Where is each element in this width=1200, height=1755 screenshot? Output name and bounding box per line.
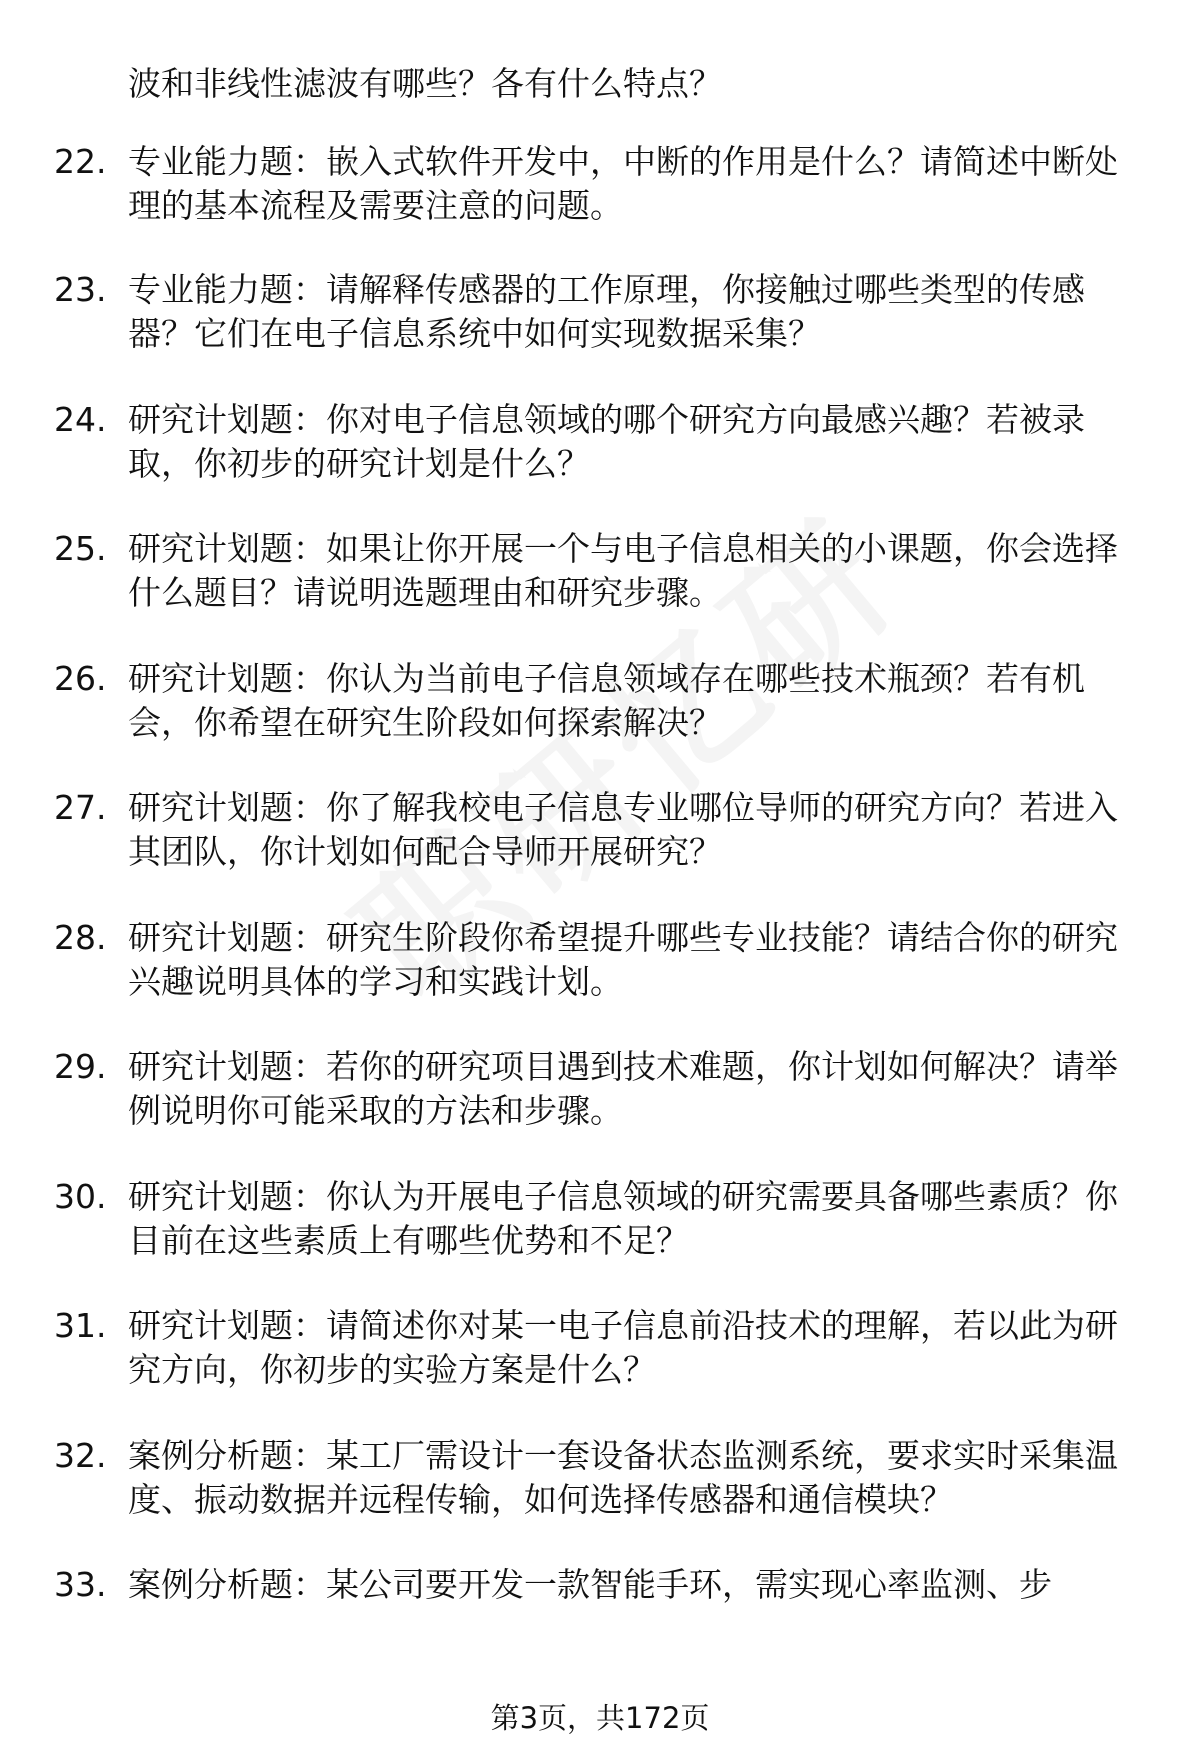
question-text: 研究计划题：你认为开展电子信息领域的研究需要具备哪些素质？你目前在这些素质上有哪些优势和不足？: [128, 1177, 1118, 1260]
question-text: 研究计划题：你了解我校电子信息专业哪位导师的研究方向？若进入其团队，你计划如何配合导师开展研究？: [128, 788, 1118, 871]
question-number: 22.: [54, 142, 107, 181]
question-number: 23.: [54, 270, 107, 309]
question-text: 研究计划题：若你的研究项目遇到技术难题，你计划如何解决？请举例说明你可能采取的方法和步骤。: [128, 1047, 1118, 1130]
continued-paragraph: 波和非线性滤波有哪些？各有什么特点？: [128, 64, 722, 103]
question-text: 案例分析题：某公司要开发一款智能手环，需实现心率监测、步: [128, 1565, 1052, 1604]
question-number: 28.: [54, 918, 107, 957]
page-footer: 第3页，共172页: [490, 1701, 710, 1735]
question-number: 25.: [54, 529, 107, 568]
question-text: 专业能力题：嵌入式软件开发中，中断的作用是什么？请简述中断处理的基本流程及需要注意的问题。: [128, 142, 1118, 225]
question-text: 案例分析题：某工厂需设计一套设备状态监测系统，要求实时采集温度、振动数据并远程传输，如何选择传感器和通信模块？: [128, 1436, 1118, 1519]
question-text: 研究计划题：请简述你对某一电子信息前沿技术的理解，若以此为研究方向，你初步的实验方案是什么？: [128, 1306, 1118, 1389]
question-number: 29.: [54, 1047, 107, 1086]
question-number: 27.: [54, 788, 107, 827]
question-text: 专业能力题：请解释传感器的工作原理，你接触过哪些类型的传感器？它们在电子信息系统中如何实现数据采集？: [128, 270, 1085, 353]
question-text: 研究计划题：如果让你开展一个与电子信息相关的小课题，你会选择什么题目？请说明选题理由和研究步骤。: [128, 529, 1118, 612]
question-number: 26.: [54, 659, 107, 698]
question-number: 31.: [54, 1306, 107, 1345]
question-number: 32.: [54, 1436, 107, 1475]
question-text: 研究计划题：研究生阶段你希望提升哪些专业技能？请结合你的研究兴趣说明具体的学习和实践计划。: [128, 918, 1118, 1001]
question-number: 24.: [54, 400, 107, 439]
question-number: 30.: [54, 1177, 107, 1216]
question-text: 研究计划题：你对电子信息领域的哪个研究方向最感兴趣？若被录取，你初步的研究计划是什么？: [128, 400, 1085, 483]
question-number: 33.: [54, 1565, 107, 1604]
question-text: 研究计划题：你认为当前电子信息领域存在哪些技术瓶颈？若有机会，你希望在研究生阶段如何探索解决？: [128, 659, 1085, 742]
